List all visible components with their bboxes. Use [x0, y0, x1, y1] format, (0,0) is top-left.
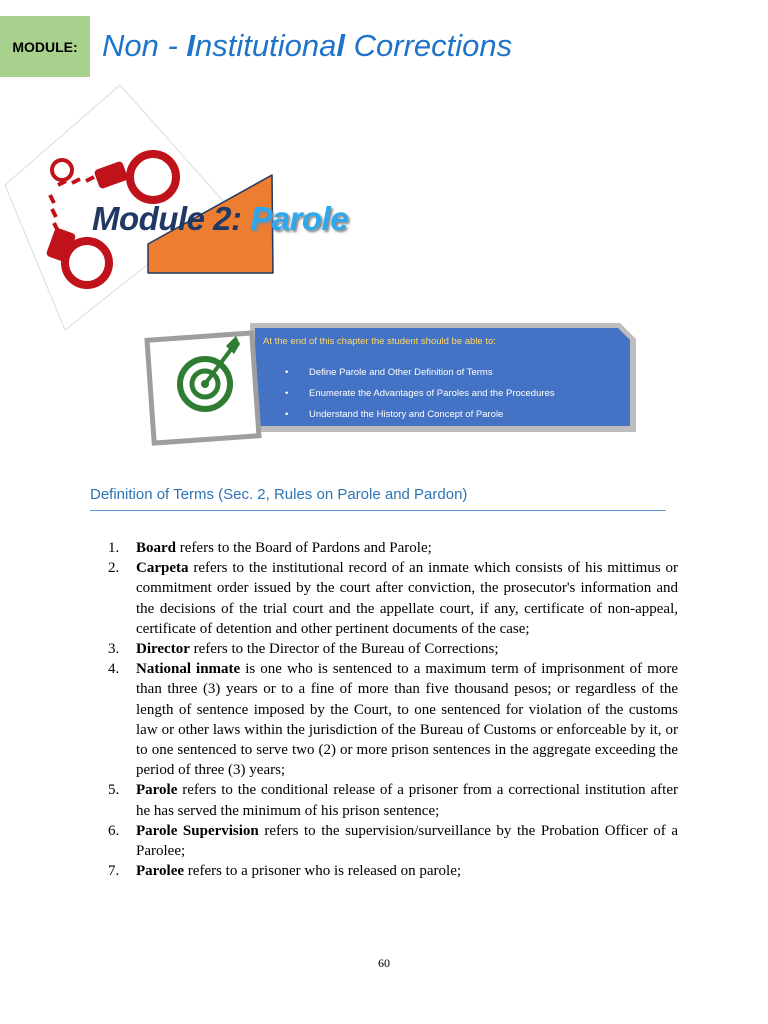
definition-number: 2. — [108, 560, 120, 577]
definition-item — [108, 821, 678, 861]
objective-item: • Enumerate the Advantages of Paroles and the Procedures — [285, 383, 555, 404]
definition-text: refers to the Director of the Bureau of Corrections; — [189, 641, 499, 658]
section-title: Definition of Terms (Sec. 2, Rules on Parole and Pardon) — [90, 486, 468, 503]
module-title: Parole — [250, 200, 349, 237]
definition-text: refers to the supervision/surveillance by the Probation Officer of a Parolee; — [136, 822, 679, 860]
module-number: Module 2: — [92, 200, 251, 237]
definition-term: National inmate — [136, 661, 241, 678]
definition-term: Parole — [136, 782, 178, 799]
definition-item — [108, 558, 678, 639]
objectives-heading: At the end of this chapter the student should be able to: — [263, 336, 496, 347]
definition-number: 3. — [108, 641, 120, 658]
definition-term: Director — [136, 641, 190, 658]
course-title-part: nstitutiona — [195, 28, 337, 63]
definition-text: refers to the conditional release of a prisoner from a correctional institution after he has served the minimum of his prison sentence; — [136, 782, 678, 819]
objectives-list — [285, 362, 555, 425]
definition-item — [108, 861, 678, 881]
definition-item — [108, 639, 678, 659]
objective-item: • Understand the History and Concept of Parole — [285, 404, 555, 425]
course-title-part: Non - — [102, 28, 187, 63]
definition-term: Parolee — [136, 863, 185, 880]
definition-number: 1. — [108, 540, 120, 556]
definition-item — [108, 659, 678, 780]
module-tag — [0, 16, 90, 77]
course-title-part: I — [186, 28, 196, 63]
module-heading — [92, 200, 348, 238]
definition-text: refers to the Board of Pardons and Parole; — [176, 540, 432, 556]
definitions-list — [108, 538, 678, 881]
section-divider — [90, 510, 666, 511]
definition-number: 4. — [108, 661, 120, 678]
definition-text: refers to a prisoner who is released on parole; — [184, 863, 462, 880]
page-number: 60 — [378, 956, 390, 970]
module-label: MODULE: — [12, 38, 78, 55]
course-title — [102, 28, 512, 64]
definition-text: refers to the institutional record of an inmate which consists of his mittimus or commitment order issued by the court after conviction, the prosecutor's information and the decisions of the trial court and the appellate court, if any, certificate of non-appeal, certificate of detention and other pertinent documents of the case; — [136, 560, 678, 637]
definition-number: 7. — [108, 863, 120, 880]
definition-item — [108, 538, 678, 558]
definition-text: is one who is sentenced to a maximum term of imprisonment of more than three (3) years or to a fine of more than five thousand pesos; or regardless of the length of sentence imposed by the Court, to one sentenced for violation of the customs law or other laws within the jurisdiction of the Bureau of Customs or enforceable by it, or to one sentenced to serve two (2) or more prison sentences in the aggregate exceeding the period of three (3) years; — [136, 661, 678, 779]
course-title-part: l — [336, 28, 345, 63]
definition-term: Carpeta — [136, 560, 189, 577]
objective-item: • Define Parole and Other Definition of Terms — [285, 362, 555, 383]
definition-item — [108, 780, 678, 820]
target-card — [144, 330, 261, 445]
definition-number: 6. — [108, 822, 120, 839]
definition-term: Parole Supervision — [136, 822, 259, 839]
definition-term: Board — [136, 540, 177, 556]
definition-number: 5. — [108, 782, 120, 799]
course-title-part: Corrections — [345, 28, 513, 63]
